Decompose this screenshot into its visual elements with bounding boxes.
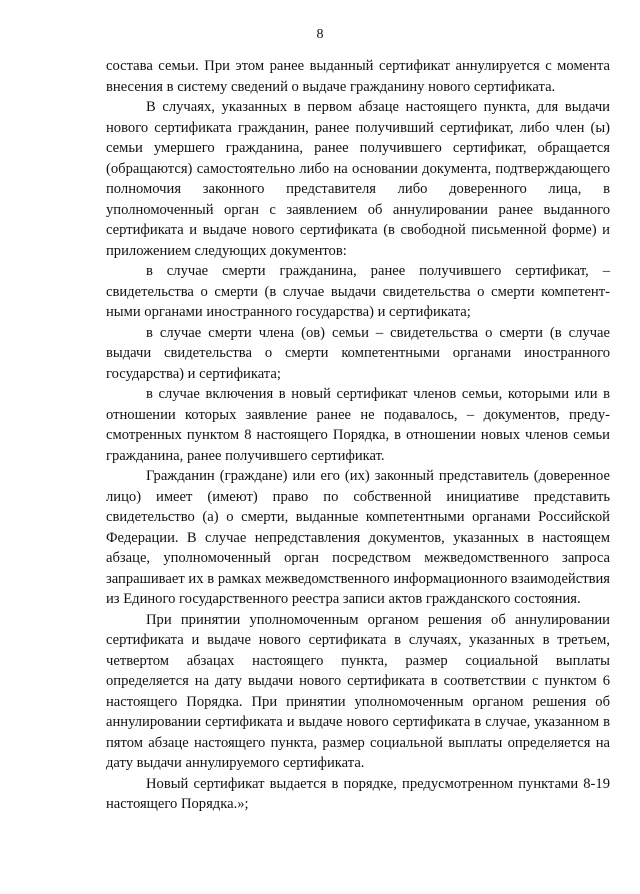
paragraph-death-of-family-member: в случае смерти члена (ов) семьи – свидетельства о смерти (в случае выдачи свидетельства о смерти компетентными органами иностранного государства) и сертификата; xyxy=(106,324,610,382)
paragraph-payment-amount: При принятии уполномоченным органом решения об аннулировании сертификата и выдаче нового сертификата в случаях, указанных в третьем, четвертом абзацах настоящего пункта, размер социальной выплаты определяется на дату выдачи нового сертификата в соответствии с пунктом 6 настоящего Порядка. При принятии уполномоченным органом решения об аннулировании сертификата и выдаче нового сертификата в случае, указанном в пятом абзаце настоящего пункта, размер социальной выплаты определяется на дату выдачи аннулируемого сертификата. xyxy=(106,611,610,771)
paragraph-death-of-citizen: в случае смерти гражданина, ранее получившего сертификат, – свидетельства о смерти (в случае выдачи свидетельства о смерти компетентными органами иностранного государства) и сертификата; xyxy=(106,263,610,320)
paragraph-new-certificate-issue: Новый сертификат выдается в порядке, предусмотренном пунктами 8-19 настоящего Порядка.»; xyxy=(106,775,610,812)
document-body xyxy=(106,56,610,815)
paragraph-right-to-submit: Гражданин (граждане) или его (их) законный представитель (доверенное лицо) имеет (имеют) право по собственной инициативе представить свидетельство (а) о смерти, выданные компетентными органами Российской Федерации. В случае непредставления документов, указанных в настоящем абзаце, уполномоченный орган посредством межведомственного запроса запрашивает их в рамках межведомственного информационного взаимодействия из Единого государственного реестра записи актов гражданского состояния. xyxy=(106,468,610,607)
paragraph-new-family-members: в случае включения в новый сертификат членов семьи, которыми или в отношении которых заявление ранее не подавалось, – документов, предусмотренных пунктом 8 настоящего Порядка, в отношении новых членов семьи гражданина, ранее получившего сертификат. xyxy=(106,386,610,464)
paragraph-application-procedure: В случаях, указанных в первом абзаце настоящего пункта, для выдачи нового сертификата гражданин, ранее получивший сертификат, либо член (ы) семьи умершего гражданина, ранее получившего сертификат, обращается (обращаются) самостоятельно либо на основании документа, подтверждающего полномочия законного представителя либо доверенного лица, в уполномоченный орган с заявлением об аннулировании ранее выданного сертификата и выдаче нового сертификата (в свободной письменной форме) и приложением следующих документов: xyxy=(106,99,610,259)
paragraph-continuation: состава семьи. При этом ранее выданный сертификат аннулируется с момента внесения в систему сведений о выдаче гражданину нового сертификата. xyxy=(106,58,610,95)
page-number: 8 xyxy=(316,27,324,42)
